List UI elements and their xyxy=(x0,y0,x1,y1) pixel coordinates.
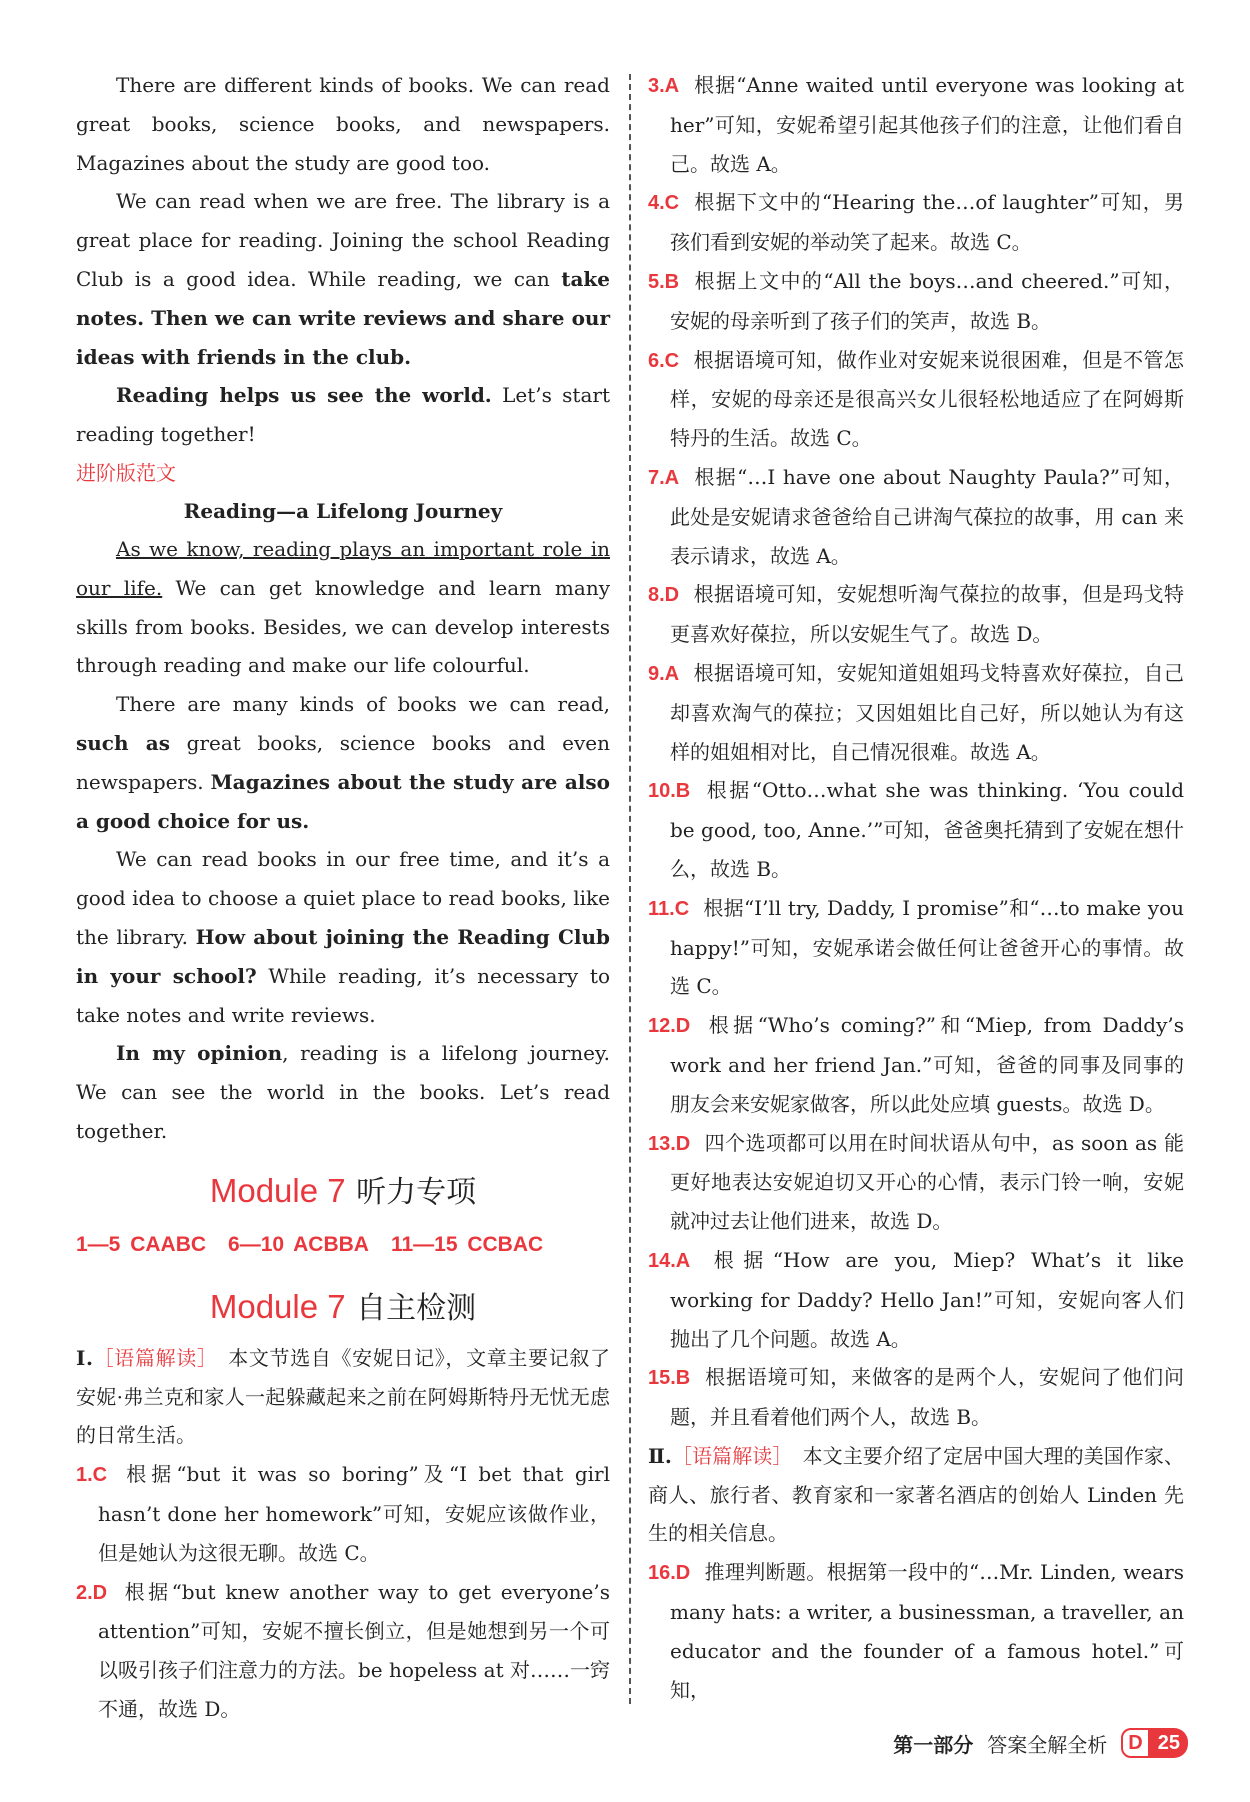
underlined-sentence: As we know, reading plays an important role in our life. xyxy=(76,536,610,600)
section-text: 本文主要介绍了定居中国大理的美国作家、商人、旅行者、教育家和一家著名酒店的创始人 Linden 先生的相关信息。 xyxy=(648,1443,1185,1546)
bold-text: Reading helps us see the world. xyxy=(116,383,492,408)
answer-explanation: 根据“…I have one about Naughty Paula?”可知，此处是安妮请求爸爸给自己讲淘气葆拉的故事，用 can 来表示请求，故选 A。 xyxy=(670,464,1184,568)
answer-number: 12.D xyxy=(648,1015,691,1038)
text: We can read when we are free. The library is a great place for reading. Joining the school Reading Club is a good idea. While reading, we can xyxy=(76,189,610,291)
answer-item xyxy=(648,575,1184,654)
right-column xyxy=(648,66,1184,1709)
answer-explanation: 根据语境可知，安妮想听淘气葆拉的故事，但是玛戈特更喜欢好葆拉，所以安妮生气了。故选 D。 xyxy=(670,582,1184,647)
module-listening-heading xyxy=(76,1161,610,1223)
answer-explanation: 根据“Anne waited until everyone was looking at her”可知，安妮希望引起其他孩子们的注意，让他们看自己。故选 A。 xyxy=(670,73,1184,176)
answer-group: 6—10 ACBBA xyxy=(228,1232,369,1256)
answer-number: 13.D xyxy=(648,1132,691,1155)
answer-explanation: 根据“but it was so boring”及“I bet that girl hasn’t done her homework”可知，安妮应该做作业，但是她认为这很无聊。故选 C。 xyxy=(98,1462,610,1565)
module-test-heading xyxy=(76,1277,610,1339)
page-number-badge xyxy=(1121,1728,1188,1758)
module-number: Module 7 xyxy=(209,1287,346,1325)
bold-text: take notes. Then we can write reviews and share our ideas with friends in the club. xyxy=(76,266,610,369)
answer-number: 6.C xyxy=(648,349,680,372)
answer-item xyxy=(648,1124,1184,1241)
answer-number: 1.C xyxy=(76,1464,108,1487)
module-number: Module 7 xyxy=(209,1171,346,1209)
answer-explanation: 根据“I’ll try, Daddy, I promise”和“…to make you happy!”可知，安妮承诺会做任何让爸爸开心的事情。故选 C。 xyxy=(670,895,1184,999)
text: great books, science books and even newspapers. xyxy=(76,730,610,794)
answer-number: 7.A xyxy=(648,466,680,489)
section-number: Ⅰ. xyxy=(76,1345,93,1370)
essay-paragraph-2 xyxy=(76,685,610,840)
answer-item xyxy=(648,889,1184,1006)
answer-item xyxy=(648,1006,1184,1123)
footer-title: 答案全解全析 xyxy=(987,1732,1108,1757)
section-tag: ［语篇解读］ xyxy=(671,1443,783,1468)
answer-number: 5.B xyxy=(648,270,680,293)
bold-text: such as xyxy=(76,730,170,755)
listening-answers xyxy=(76,1223,610,1267)
left-column xyxy=(76,66,610,1729)
footer-part: 第一部分 xyxy=(893,1732,974,1757)
sample-paragraph-3 xyxy=(76,376,610,454)
edition-badge: D xyxy=(1121,1728,1149,1758)
advanced-essay-label: 进阶版范文 xyxy=(76,460,176,485)
answer-number: 3.A xyxy=(648,75,680,97)
text: There are many kinds of books we can read, xyxy=(116,692,610,717)
module-title: 自主检测 xyxy=(356,1290,477,1326)
answer-item xyxy=(648,458,1184,575)
answer-item xyxy=(648,1358,1184,1437)
bold-text: In my opinion xyxy=(116,1041,283,1066)
answer-number: 4.C xyxy=(648,192,680,215)
answer-group: 1—5 CAABC xyxy=(76,1232,207,1256)
answer-explanation: 根据“but knew another way to get everyone’s attention”可知，安妮不擅长倒立，但是她想到另一个可以吸引孩子们注意力的方法。be hopeless at 对……一窍不通，故选 D。 xyxy=(98,1579,610,1721)
essay-paragraph-3 xyxy=(76,840,610,1034)
bold-text: Magazines about the study are also a good choice for us. xyxy=(76,769,610,833)
text: , reading is a lifelong journey. We can see the world in the books. Let’s read together. xyxy=(76,1041,610,1143)
answer-number: 15.B xyxy=(648,1367,691,1390)
sample-paragraph-2 xyxy=(76,182,610,376)
essay-paragraph-1 xyxy=(76,530,610,685)
answer-number: 2.D xyxy=(76,1581,108,1604)
module-title: 听力专项 xyxy=(356,1174,477,1210)
answer-explanation: 四个选项都可以用在时间状语从句中，as soon as 能更好地表达安妮迫切又开心的心情，表示门铃一响，安妮就冲过去让他们进来，故选 D。 xyxy=(670,1130,1184,1234)
answer-item xyxy=(648,771,1184,888)
answer-item xyxy=(648,262,1184,341)
section-number: Ⅱ. xyxy=(648,1443,672,1468)
page-footer xyxy=(893,1728,1188,1758)
text: Let’s start reading together! xyxy=(76,383,610,447)
essay-title: Reading—a Lifelong Journey xyxy=(183,498,503,523)
bold-text: How about joining the Reading Club in your school? xyxy=(76,924,611,988)
answer-number: 10.B xyxy=(648,780,691,803)
column-divider xyxy=(629,74,631,1704)
answer-number: 11.C xyxy=(648,897,690,920)
section-1-intro xyxy=(76,1339,610,1455)
answer-explanation: 根据语境可知，做作业对安妮来说很困难，但是不管怎样，安妮的母亲还是很高兴女儿很轻松地适应了在阿姆斯特丹的生活。故选 C。 xyxy=(670,347,1184,451)
answer-item xyxy=(648,66,1184,183)
answer-number: 9.A xyxy=(648,662,680,685)
answer-item xyxy=(76,1455,610,1572)
answer-item xyxy=(648,183,1184,262)
answer-number: 14.A xyxy=(648,1249,691,1272)
answer-explanation: 根据上文中的“All the boys…and cheered.”可知，安妮的母亲听到了孩子们的笑声，故选 B。 xyxy=(670,268,1184,333)
essay-paragraph-4 xyxy=(76,1034,610,1150)
sample-paragraph-1: There are different kinds of books. We can read great books, science books, and newspapers. Magazines about the study are good too. xyxy=(76,73,610,175)
page-number: 25 xyxy=(1150,1728,1188,1758)
answer-explanation: 推理判断题。根据第一段中的“…Mr. Linden, wears many hats: a writer, a businessman, a traveller, an educator and the founder of a famous hotel.”可知， xyxy=(670,1560,1184,1702)
section-tag: ［语篇解读］ xyxy=(92,1345,208,1370)
answer-item xyxy=(648,654,1184,771)
answer-explanation: 根据“Otto…what she was thinking. ‘You could be good, too, Anne.’”可知，爸爸奥托猜到了安妮在想什么，故选 B。 xyxy=(670,778,1184,881)
section-2-intro xyxy=(648,1437,1184,1553)
text: We can read books in our free time, and it’s a good idea to choose a quiet place to read books, like the library. xyxy=(76,847,610,949)
answer-explanation: 根据“How are you, Miep? What’s it like working for Daddy? Hello Jan!”可知，安妮向客人们抛出了几个问题。故选 A。 xyxy=(670,1247,1184,1351)
answer-number: 8.D xyxy=(648,584,680,607)
answer-item xyxy=(648,1241,1184,1358)
answer-item xyxy=(76,1573,610,1729)
answer-item xyxy=(648,341,1184,458)
text: We can get knowledge and learn many skills from books. Besides, we can develop interests through reading and make our life colourful. xyxy=(76,575,610,678)
answer-explanation: 根据语境可知，安妮知道姐姐玛戈特喜欢好葆拉，自己却喜欢淘气的葆拉；又因姐姐比自己好，所以她认为有这样的姐姐相对比，自己情况很难。故选 A。 xyxy=(670,660,1184,764)
answer-number: 16.D xyxy=(648,1562,691,1585)
answer-explanation: 根据下文中的“Hearing the…of laughter”可知，男孩们看到安妮的举动笑了起来。故选 C。 xyxy=(670,190,1184,255)
text: While reading, it’s necessary to take notes and write reviews. xyxy=(76,963,610,1027)
answer-group: 11—15 CCBAC xyxy=(390,1232,544,1256)
answer-item xyxy=(648,1553,1184,1709)
answer-explanation: 根据语境可知，来做客的是两个人，安妮问了他们问题，并且看着他们两个人，故选 B。 xyxy=(670,1365,1184,1430)
section-text: 本文节选自《安妮日记》，文章主要记叙了安妮·弗兰克和家人一起躲藏起来之前在阿姆斯特丹无忧无虑的日常生活。 xyxy=(76,1345,611,1448)
answer-explanation: 根据“Who’s coming?”和“Miep, from Daddy’s work and her friend Jan.”可知，爸爸的同事及同事的朋友会来安妮家做客，所以此处应填 guests。故选 D。 xyxy=(670,1013,1184,1116)
